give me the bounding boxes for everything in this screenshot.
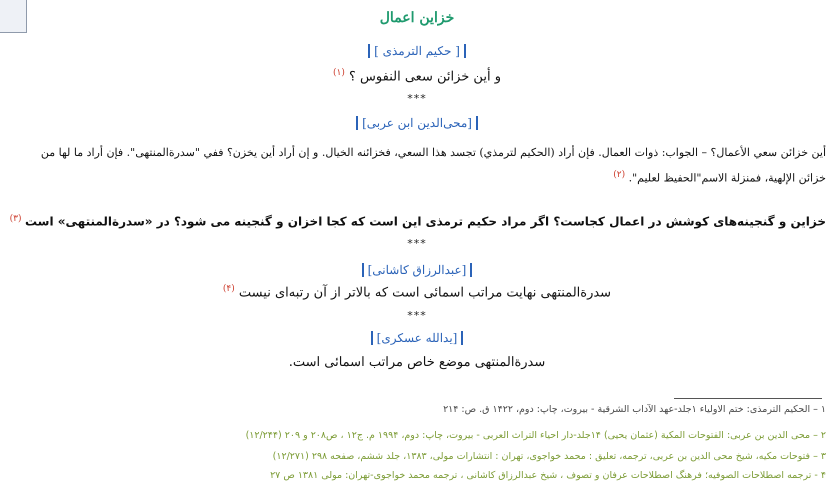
footnote-ref[interactable]: (۱) — [333, 68, 345, 78]
quote-text: سدرةالمنتهی نهایت مراتب اسمائی است که بالاتر از آن رتبه‌ای نیست — [238, 285, 612, 301]
paragraph-line: أین خزائن سعي الأعمال؟ – الجواب: ذوات العمال. فإن أراد (الحکیم لترمذي) تجسد هذا السعي، فخزائنه الخیال. و إن أراد أين يخزن؟ ففي "سدرةالمنتهی". فإن أراد ما لها من — [40, 146, 826, 159]
footnote: ۲ – محی الدین بن عربی: الفتوحات المکیة (عثمان یحیی) ۱۴جلد-دار احیاء التراث العربی - بیروت، چاپ: دوم، ۱۹۹۴ م. ج۱۲ ، ص۲۰۸ و ۲۰۹ (۱۲/۲۴۴) — [245, 430, 826, 441]
author-tag[interactable]: [ حکیم الترمذی ] — [368, 44, 466, 58]
paragraph-line — [8, 164, 826, 190]
author-tag[interactable]: [عبدالرزاق کاشانی] — [362, 263, 473, 277]
quote-5: سدرةالمنتهی موضع خاص مراتب اسمائی است. — [288, 355, 546, 370]
separator: *** — [407, 237, 427, 250]
footnote-divider — [674, 398, 822, 399]
author-tag[interactable]: [محی‌الدین ابن عربی] — [356, 116, 478, 130]
author-tag[interactable]: [یدالله عسکری] — [371, 331, 464, 345]
paragraph-text: خزاین و گنجینه‌های کوشش در اعمال کجاست؟ اگر مراد حکیم ترمذی این است که کجا اخزان و گنجینه می شود؟ در «سدرةالمنتهی» است — [24, 214, 826, 229]
footnote-ref[interactable]: (۲) — [613, 170, 626, 180]
footnote: ۳ – فتوحات مکیه، شیخ محی الدین بن عربی، ترجمه، تعلیق : محمد خواجوی، تهران : انتشارات مولی، ۱۳۸۳، جلد ششم، صفحه ۲۹۸ (۱۲/۲۷۱) — [272, 451, 826, 462]
author-row — [0, 112, 834, 131]
footnote-ref[interactable]: (۳) — [9, 214, 22, 224]
quote-text: و أین خزائن سعی النفوس ؟ — [349, 69, 501, 85]
separator: *** — [407, 309, 427, 322]
author-row — [0, 259, 834, 278]
footnote: ۴ - ترجمه اصطلاحات الصوفیه؛ فرهنگ اصطلاحات عرفان و تصوف ، شیخ عبدالرزاق کاشانی ، ترجمه محمد خواجوی-تهران: مولی ۱۳۸۱ ص ۲۷ — [270, 470, 826, 481]
paragraph-persian — [8, 208, 826, 234]
page-title: خزاین اعمال — [379, 10, 455, 26]
footnote-ref[interactable]: (۴) — [222, 284, 235, 294]
separator: *** — [407, 92, 427, 105]
paragraph-text: خزائن الإلهیة، فمنزلة الاسم"الحفیظ لعلیم". — [628, 171, 826, 185]
author-row — [0, 40, 834, 59]
paragraph-arabic — [8, 141, 826, 190]
quote-1 — [0, 68, 834, 84]
author-row — [0, 327, 834, 346]
quote-4 — [0, 284, 834, 300]
footnote: ۱ – الحکیم الترمذی: ختم الاولیاء ۱جلد-عهد الآداب الشرقیة - بیروت، چاپ: دوم، ۱۴۲۲ ق. ص: ۲۱۴ — [443, 404, 826, 415]
